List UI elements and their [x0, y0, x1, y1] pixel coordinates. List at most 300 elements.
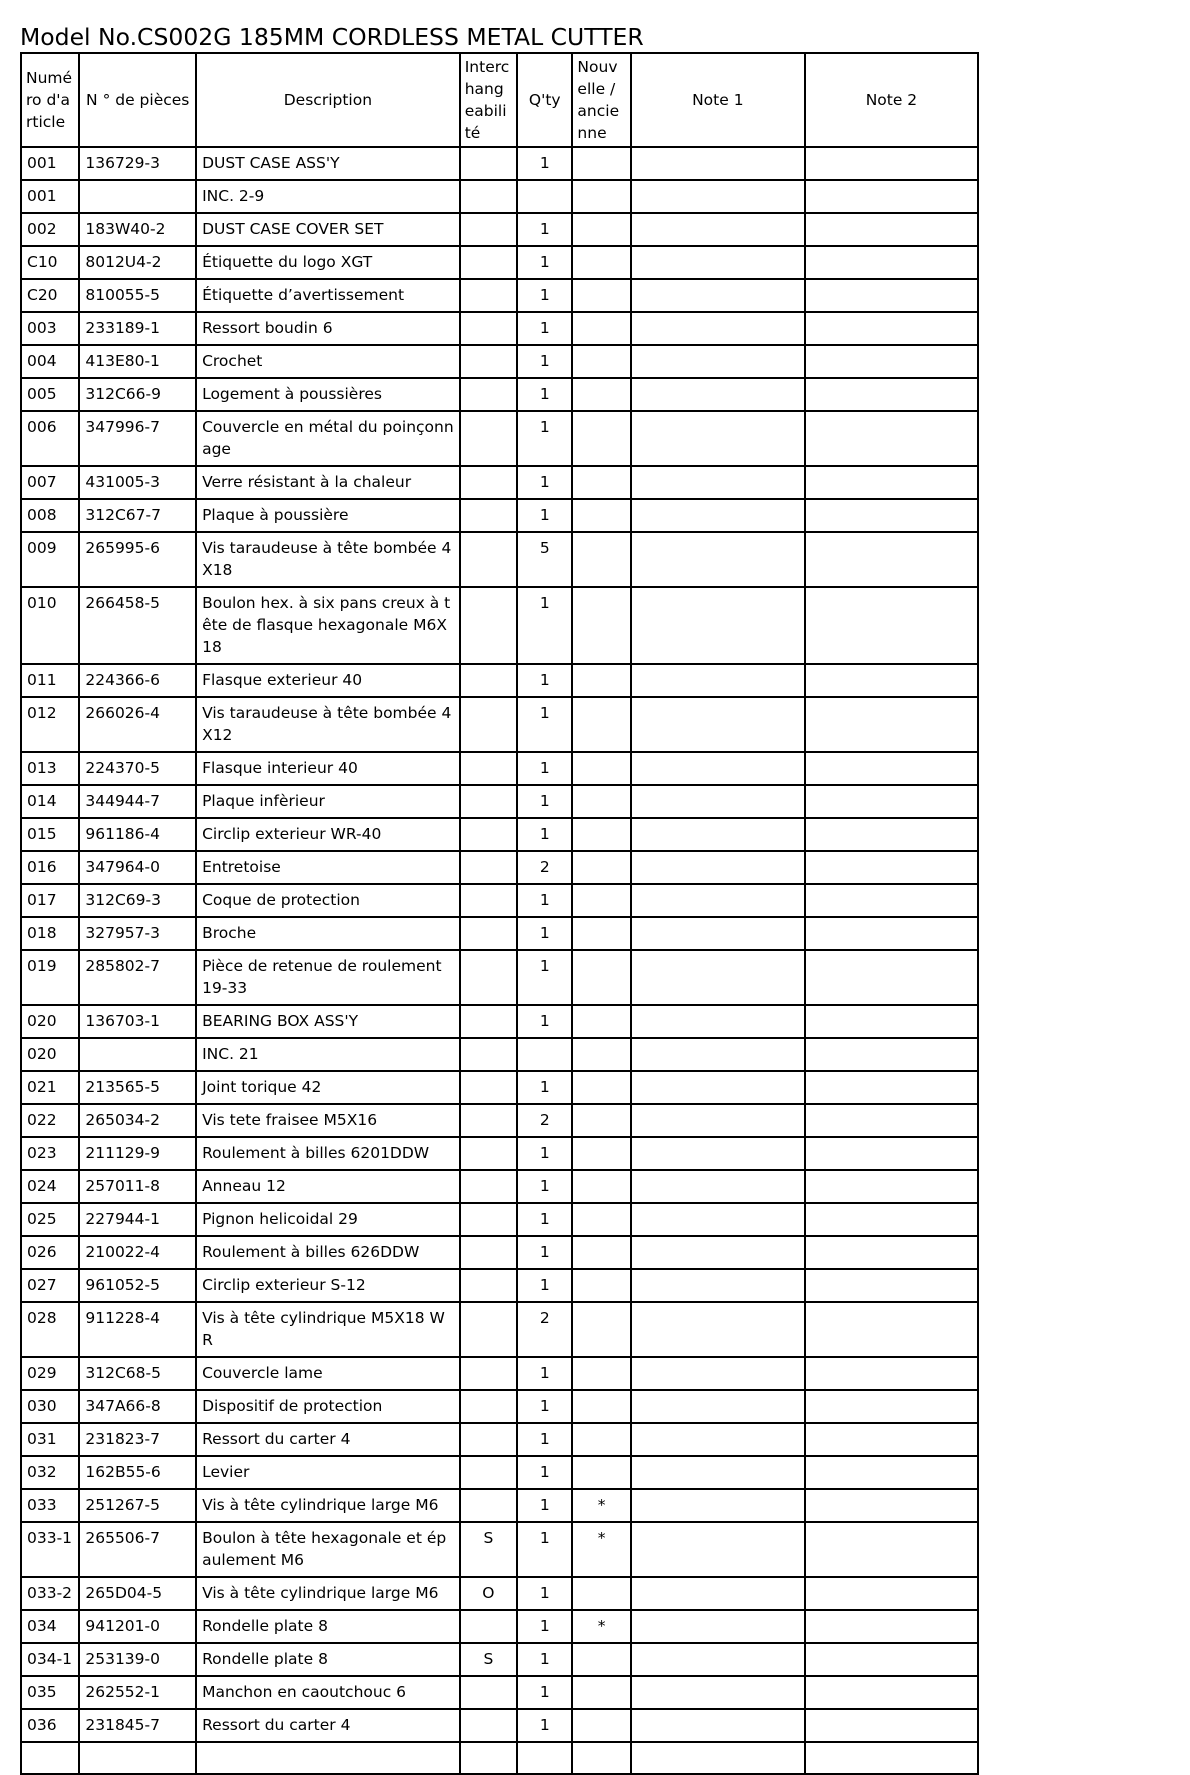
table-row [21, 345, 978, 378]
cell-new-old [572, 1742, 630, 1774]
cell-note-2 [805, 1577, 978, 1610]
table-row [21, 1104, 978, 1137]
cell-new-old [572, 1390, 630, 1423]
table-row [21, 246, 978, 279]
cell-note-2 [805, 785, 978, 818]
cell-note-2 [805, 1610, 978, 1643]
cell-item-number [21, 1742, 79, 1774]
cell-item-number: C10 [21, 246, 79, 279]
cell-interchangeability [460, 752, 517, 785]
cell-description: Vis taraudeuse à tête bombée 4X12 [196, 697, 460, 752]
cell-part-number: 431005-3 [79, 466, 196, 499]
cell-item-number: 030 [21, 1390, 79, 1423]
cell-qty: 1 [517, 1071, 572, 1104]
cell-note-2 [805, 1302, 978, 1357]
cell-note-2 [805, 818, 978, 851]
cell-note-2 [805, 1390, 978, 1423]
cell-new-old [572, 1005, 630, 1038]
cell-part-number: 8012U4-2 [79, 246, 196, 279]
cell-part-number: 413E80-1 [79, 345, 196, 378]
cell-new-old [572, 1170, 630, 1203]
cell-qty: 1 [517, 1390, 572, 1423]
cell-note-1 [631, 851, 805, 884]
cell-qty: 1 [517, 1676, 572, 1709]
cell-qty: 1 [517, 587, 572, 664]
cell-part-number: 327957-3 [79, 917, 196, 950]
cell-description: Ressort du carter 4 [196, 1709, 460, 1742]
cell-item-number: 029 [21, 1357, 79, 1390]
table-row [21, 1643, 978, 1676]
cell-part-number: 344944-7 [79, 785, 196, 818]
cell-interchangeability [460, 1269, 517, 1302]
cell-note-2 [805, 664, 978, 697]
cell-note-2 [805, 950, 978, 1005]
cell-item-number: 026 [21, 1236, 79, 1269]
cell-part-number: 265034-2 [79, 1104, 196, 1137]
cell-interchangeability [460, 1104, 517, 1137]
cell-description: Entretoise [196, 851, 460, 884]
cell-note-2 [805, 884, 978, 917]
cell-qty: 1 [517, 697, 572, 752]
cell-note-1 [631, 1489, 805, 1522]
cell-new-old [572, 1456, 630, 1489]
cell-description: Vis tete fraisee M5X16 [196, 1104, 460, 1137]
cell-description: Couvercle en métal du poinçonnage [196, 411, 460, 466]
cell-qty: 1 [517, 1357, 572, 1390]
cell-note-2 [805, 1489, 978, 1522]
cell-description: Pièce de retenue de roulement 19-33 [196, 950, 460, 1005]
table-row [21, 950, 978, 1005]
cell-description: Roulement à billes 6201DDW [196, 1137, 460, 1170]
cell-item-number: 011 [21, 664, 79, 697]
cell-part-number: 347A66-8 [79, 1390, 196, 1423]
table-row [21, 587, 978, 664]
cell-part-number: 266458-5 [79, 587, 196, 664]
cell-new-old [572, 818, 630, 851]
cell-item-number: 027 [21, 1269, 79, 1302]
cell-note-1 [631, 246, 805, 279]
cell-item-number: 002 [21, 213, 79, 246]
table-row [21, 1676, 978, 1709]
cell-interchangeability [460, 1170, 517, 1203]
cell-qty: 1 [517, 213, 572, 246]
cell-description: DUST CASE COVER SET [196, 213, 460, 246]
cell-item-number: 024 [21, 1170, 79, 1203]
cell-qty [517, 1038, 572, 1071]
cell-qty: 1 [517, 345, 572, 378]
table-row [21, 1489, 978, 1522]
cell-item-number: 025 [21, 1203, 79, 1236]
cell-interchangeability [460, 917, 517, 950]
cell-description: Ressort du carter 4 [196, 1423, 460, 1456]
cell-part-number: 285802-7 [79, 950, 196, 1005]
cell-new-old [572, 466, 630, 499]
cell-part-number: 251267-5 [79, 1489, 196, 1522]
cell-new-old [572, 1357, 630, 1390]
cell-item-number: 031 [21, 1423, 79, 1456]
cell-interchangeability [460, 1489, 517, 1522]
cell-description: Coque de protection [196, 884, 460, 917]
table-row [21, 1709, 978, 1742]
cell-interchangeability [460, 1423, 517, 1456]
cell-description: Logement à poussières [196, 378, 460, 411]
cell-new-old [572, 1137, 630, 1170]
cell-description: Ressort boudin 6 [196, 312, 460, 345]
cell-interchangeability [460, 466, 517, 499]
cell-description: Roulement à billes 626DDW [196, 1236, 460, 1269]
table-row [21, 1610, 978, 1643]
cell-note-1 [631, 1071, 805, 1104]
cell-note-2 [805, 1357, 978, 1390]
cell-qty: 1 [517, 1610, 572, 1643]
table-row [21, 213, 978, 246]
cell-part-number [79, 180, 196, 213]
cell-part-number: 941201-0 [79, 1610, 196, 1643]
cell-note-1 [631, 499, 805, 532]
cell-qty: 1 [517, 884, 572, 917]
cell-item-number: 028 [21, 1302, 79, 1357]
cell-note-1 [631, 1742, 805, 1774]
cell-note-1 [631, 1104, 805, 1137]
table-row [21, 378, 978, 411]
cell-description: Boulon à tête hexagonale et épaulement M6 [196, 1522, 460, 1577]
cell-note-1 [631, 950, 805, 1005]
cell-new-old [572, 851, 630, 884]
cell-description: Circlip exterieur S-12 [196, 1269, 460, 1302]
cell-note-2 [805, 279, 978, 312]
cell-interchangeability [460, 664, 517, 697]
table-row [21, 1522, 978, 1577]
cell-qty: 2 [517, 851, 572, 884]
cell-item-number: 021 [21, 1071, 79, 1104]
cell-note-1 [631, 213, 805, 246]
cell-interchangeability [460, 1676, 517, 1709]
cell-note-1 [631, 697, 805, 752]
cell-new-old: * [572, 1489, 630, 1522]
cell-new-old [572, 246, 630, 279]
table-row [21, 312, 978, 345]
cell-item-number: 017 [21, 884, 79, 917]
table-row [21, 884, 978, 917]
cell-item-number: 036 [21, 1709, 79, 1742]
cell-note-1 [631, 917, 805, 950]
cell-new-old [572, 1577, 630, 1610]
table-row [21, 532, 978, 587]
cell-item-number: 008 [21, 499, 79, 532]
cell-note-1 [631, 532, 805, 587]
cell-interchangeability [460, 587, 517, 664]
cell-note-1 [631, 1357, 805, 1390]
cell-qty: 1 [517, 1423, 572, 1456]
cell-item-number: 023 [21, 1137, 79, 1170]
cell-new-old [572, 1203, 630, 1236]
cell-note-1 [631, 180, 805, 213]
cell-item-number: 015 [21, 818, 79, 851]
cell-note-1 [631, 1522, 805, 1577]
cell-part-number: 210022-4 [79, 1236, 196, 1269]
cell-qty: 1 [517, 1709, 572, 1742]
cell-part-number: 265506-7 [79, 1522, 196, 1577]
cell-note-1 [631, 587, 805, 664]
cell-note-2 [805, 1005, 978, 1038]
cell-qty: 1 [517, 818, 572, 851]
cell-note-2 [805, 851, 978, 884]
cell-note-1 [631, 1643, 805, 1676]
table-row [21, 1005, 978, 1038]
cell-new-old [572, 532, 630, 587]
cell-item-number: 012 [21, 697, 79, 752]
cell-description [196, 1742, 460, 1774]
cell-interchangeability [460, 950, 517, 1005]
table-row [21, 279, 978, 312]
header-note-2: Note 2 [805, 53, 978, 147]
cell-item-number: 022 [21, 1104, 79, 1137]
cell-qty: 1 [517, 1489, 572, 1522]
cell-description: Rondelle plate 8 [196, 1610, 460, 1643]
table-header [21, 53, 978, 147]
cell-qty [517, 1742, 572, 1774]
cell-part-number: 224366-6 [79, 664, 196, 697]
cell-note-1 [631, 1676, 805, 1709]
cell-item-number: 033 [21, 1489, 79, 1522]
cell-description: Flasque interieur 40 [196, 752, 460, 785]
cell-part-number: 265D04-5 [79, 1577, 196, 1610]
parts-sheet [20, 52, 979, 1734]
cell-note-1 [631, 752, 805, 785]
cell-item-number: 018 [21, 917, 79, 950]
cell-qty: 1 [517, 499, 572, 532]
cell-note-2 [805, 1170, 978, 1203]
cell-interchangeability [460, 279, 517, 312]
cell-interchangeability [460, 378, 517, 411]
cell-description: Étiquette d’avertissement [196, 279, 460, 312]
cell-note-2 [805, 1742, 978, 1774]
cell-note-1 [631, 147, 805, 180]
cell-interchangeability [460, 884, 517, 917]
cell-interchangeability [460, 532, 517, 587]
cell-item-number: 004 [21, 345, 79, 378]
cell-new-old [572, 180, 630, 213]
cell-item-number: 034-1 [21, 1643, 79, 1676]
cell-note-2 [805, 1456, 978, 1489]
cell-new-old [572, 1269, 630, 1302]
cell-qty: 1 [517, 1236, 572, 1269]
cell-new-old [572, 411, 630, 466]
cell-part-number: 961052-5 [79, 1269, 196, 1302]
cell-description: BEARING BOX ASS'Y [196, 1005, 460, 1038]
table-row [21, 785, 978, 818]
cell-note-2 [805, 1643, 978, 1676]
cell-part-number [79, 1038, 196, 1071]
cell-note-2 [805, 1071, 978, 1104]
cell-description: Circlip exterieur WR-40 [196, 818, 460, 851]
table-body [21, 147, 978, 1774]
cell-note-2 [805, 1522, 978, 1577]
cell-note-1 [631, 785, 805, 818]
cell-note-2 [805, 1269, 978, 1302]
cell-part-number: 183W40-2 [79, 213, 196, 246]
cell-qty: 1 [517, 664, 572, 697]
cell-interchangeability [460, 1357, 517, 1390]
table-row [21, 818, 978, 851]
cell-description: Verre résistant à la chaleur [196, 466, 460, 499]
cell-note-2 [805, 1423, 978, 1456]
cell-item-number: 009 [21, 532, 79, 587]
cell-item-number: 034 [21, 1610, 79, 1643]
cell-interchangeability [460, 1137, 517, 1170]
cell-qty: 1 [517, 917, 572, 950]
cell-note-2 [805, 1137, 978, 1170]
cell-description: Boulon hex. à six pans creux à tête de flasque hexagonale M6X18 [196, 587, 460, 664]
cell-qty: 1 [517, 1456, 572, 1489]
cell-description: Vis à tête cylindrique M5X18 WR [196, 1302, 460, 1357]
cell-note-1 [631, 1038, 805, 1071]
cell-qty: 2 [517, 1104, 572, 1137]
cell-note-1 [631, 1236, 805, 1269]
cell-note-2 [805, 378, 978, 411]
table-row [21, 1302, 978, 1357]
cell-interchangeability [460, 1709, 517, 1742]
cell-interchangeability [460, 180, 517, 213]
cell-interchangeability [460, 1742, 517, 1774]
cell-part-number: 312C66-9 [79, 378, 196, 411]
cell-qty: 1 [517, 1005, 572, 1038]
cell-note-2 [805, 1104, 978, 1137]
parts-table [20, 52, 979, 1775]
cell-qty: 1 [517, 1522, 572, 1577]
cell-part-number: 211129-9 [79, 1137, 196, 1170]
cell-new-old [572, 279, 630, 312]
cell-interchangeability: S [460, 1522, 517, 1577]
header-new-old: Nouvelle / ancienne [572, 53, 630, 147]
header-note-1: Note 1 [631, 53, 805, 147]
cell-item-number: 019 [21, 950, 79, 1005]
cell-description: Crochet [196, 345, 460, 378]
cell-new-old [572, 752, 630, 785]
cell-part-number: 213565-5 [79, 1071, 196, 1104]
cell-qty [517, 180, 572, 213]
header-interchangeability: Interchangeabilité [460, 53, 517, 147]
cell-part-number: 162B55-6 [79, 1456, 196, 1489]
cell-new-old [572, 1423, 630, 1456]
cell-interchangeability [460, 312, 517, 345]
header-item-number: Numéro d'article [21, 53, 79, 147]
cell-description: Dispositif de protection [196, 1390, 460, 1423]
table-row [21, 499, 978, 532]
table-row [21, 1423, 978, 1456]
table-row [21, 180, 978, 213]
cell-qty: 1 [517, 246, 572, 279]
table-row [21, 1170, 978, 1203]
cell-new-old [572, 1071, 630, 1104]
cell-note-1 [631, 884, 805, 917]
cell-description: Vis à tête cylindrique large M6 [196, 1489, 460, 1522]
header-description: Description [196, 53, 460, 147]
cell-note-1 [631, 1269, 805, 1302]
cell-description: Manchon en caoutchouc 6 [196, 1676, 460, 1709]
cell-interchangeability [460, 1236, 517, 1269]
cell-description: INC. 21 [196, 1038, 460, 1071]
table-row [21, 917, 978, 950]
cell-interchangeability [460, 1456, 517, 1489]
cell-description: Étiquette du logo XGT [196, 246, 460, 279]
cell-interchangeability [460, 246, 517, 279]
cell-new-old [572, 1643, 630, 1676]
cell-new-old [572, 499, 630, 532]
cell-item-number: 003 [21, 312, 79, 345]
cell-new-old: * [572, 1522, 630, 1577]
cell-item-number: 007 [21, 466, 79, 499]
cell-qty: 1 [517, 1203, 572, 1236]
cell-note-1 [631, 1423, 805, 1456]
table-row [21, 752, 978, 785]
cell-qty: 1 [517, 752, 572, 785]
cell-new-old [572, 884, 630, 917]
cell-note-1 [631, 664, 805, 697]
cell-note-1 [631, 1390, 805, 1423]
cell-note-1 [631, 1577, 805, 1610]
cell-interchangeability [460, 785, 517, 818]
cell-part-number: 265995-6 [79, 532, 196, 587]
table-row [21, 1357, 978, 1390]
cell-new-old [572, 345, 630, 378]
cell-new-old [572, 1104, 630, 1137]
cell-description: Plaque à poussière [196, 499, 460, 532]
cell-note-2 [805, 1709, 978, 1742]
cell-item-number: 033-1 [21, 1522, 79, 1577]
cell-part-number: 224370-5 [79, 752, 196, 785]
cell-interchangeability [460, 1610, 517, 1643]
cell-item-number: 020 [21, 1005, 79, 1038]
cell-item-number: 032 [21, 1456, 79, 1489]
cell-note-1 [631, 1170, 805, 1203]
cell-note-1 [631, 378, 805, 411]
cell-part-number [79, 1742, 196, 1774]
cell-part-number: 227944-1 [79, 1203, 196, 1236]
cell-note-1 [631, 345, 805, 378]
table-row [21, 147, 978, 180]
page-title: Model No.CS002G 185MM CORDLESS METAL CUTTER [20, 23, 644, 51]
table-row [21, 664, 978, 697]
cell-note-2 [805, 147, 978, 180]
cell-item-number: 033-2 [21, 1577, 79, 1610]
cell-note-1 [631, 818, 805, 851]
cell-new-old [572, 587, 630, 664]
cell-qty: 1 [517, 411, 572, 466]
cell-note-2 [805, 587, 978, 664]
cell-description: Joint torique 42 [196, 1071, 460, 1104]
cell-description: DUST CASE ASS'Y [196, 147, 460, 180]
cell-description: Vis taraudeuse à tête bombée 4X18 [196, 532, 460, 587]
cell-item-number: 001 [21, 147, 79, 180]
cell-item-number: 006 [21, 411, 79, 466]
cell-part-number: 961186-4 [79, 818, 196, 851]
cell-interchangeability [460, 147, 517, 180]
cell-new-old [572, 1709, 630, 1742]
cell-qty: 1 [517, 279, 572, 312]
table-row [21, 851, 978, 884]
cell-item-number: 020 [21, 1038, 79, 1071]
cell-part-number: 233189-1 [79, 312, 196, 345]
cell-part-number: 312C68-5 [79, 1357, 196, 1390]
cell-part-number: 262552-1 [79, 1676, 196, 1709]
cell-note-1 [631, 312, 805, 345]
table-row [21, 466, 978, 499]
cell-part-number: 347964-0 [79, 851, 196, 884]
table-row [21, 1390, 978, 1423]
cell-note-1 [631, 279, 805, 312]
cell-qty: 1 [517, 1170, 572, 1203]
